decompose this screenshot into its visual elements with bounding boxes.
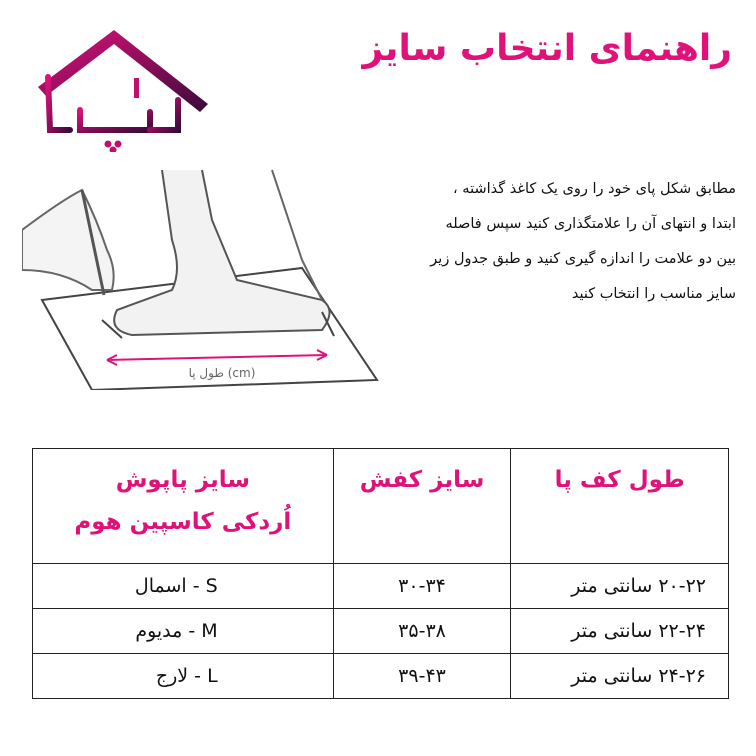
header-foot-length: طول کف پا — [511, 449, 729, 564]
header-slipper-size-line2: اُردکی کاسپین هوم — [74, 509, 292, 535]
measure-label: طول پا (cm) — [188, 366, 256, 380]
header-slipper-size-line1: سایز پاپوش — [115, 467, 250, 493]
cell-foot-length: ۲۴-۲۶ سانتی متر — [511, 654, 729, 699]
table-header-row — [33, 449, 729, 564]
table-row — [33, 654, 729, 699]
cell-slipper-size: L - لارج — [33, 654, 334, 699]
brand-logo — [30, 22, 220, 152]
cell-shoe-size: ۳۵-۳۸ — [333, 609, 511, 654]
instruction-line: مطابق شکل پای خود را روی یک کاغذ گذاشته ، — [453, 181, 736, 197]
cell-foot-length: ۲۲-۲۴ سانتی متر — [511, 609, 729, 654]
foot-measure-illustration — [22, 160, 387, 390]
header-shoe-size: سایز کفش — [333, 449, 511, 564]
instruction-line: سایز مناسب را انتخاب کنید — [571, 286, 736, 302]
cell-slipper-size: S - اسمال — [33, 564, 334, 609]
page-title: راهنمای انتخاب سایز — [362, 28, 732, 69]
cell-shoe-size: ۳۹-۴۳ — [333, 654, 511, 699]
cell-shoe-size: ۳۰-۳۴ — [333, 564, 511, 609]
cell-foot-length: ۲۰-۲۲ سانتی متر — [511, 564, 729, 609]
size-table — [32, 448, 729, 699]
cell-slipper-size: M - مدیوم — [33, 609, 334, 654]
header-slipper-size — [33, 449, 334, 564]
instruction-line: بین دو علامت را اندازه گیری کنید و طبق جدول زیر — [430, 251, 736, 267]
table-row — [33, 564, 729, 609]
table-row — [33, 609, 729, 654]
instruction-line: ابتدا و انتهای آن را علامتگذاری کنید سپس فاصله — [445, 216, 736, 232]
instructions — [376, 172, 736, 312]
